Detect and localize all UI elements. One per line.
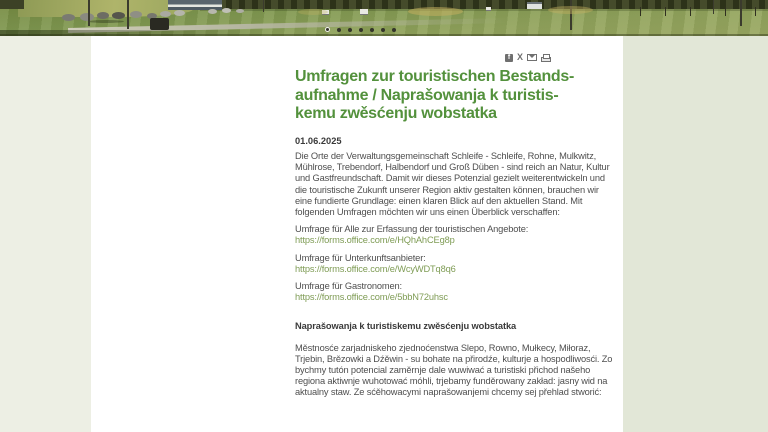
page-title-line: Umfragen zur touristischen Bestands- <box>295 68 575 85</box>
intro-paragraph-hsb: Městnosće zarjadniskeho zjednoćenstwa Slepo, Rowno, Mułkecy, Miłoraz, Trjebin, Brězowki a Dźěwin - su bohate na přirodźe, kulturje a hospodliwosći. Zo bychmy tutón potencial zaměrnje dale wuwiwać a turistiski přichod našeho regiona aktiwnje wuhotować móhli, trjebamy funděrowany zakład: jasny wid na aktualny staw. Ze sćěhowacymi naprašowanjemi chcemy sej přehlad stworić: <box>295 342 613 398</box>
share-bar <box>505 53 615 62</box>
dry-grass-patch <box>408 7 463 16</box>
tree-trunk <box>755 7 756 16</box>
carousel-dot[interactable] <box>337 28 341 32</box>
tree-trunk <box>640 7 641 16</box>
page-title-line: aufnahme / Naprašowanja k turistis- <box>295 86 559 104</box>
survey-item <box>295 224 615 246</box>
tree-trunk <box>665 7 666 16</box>
flock-shadow <box>88 20 124 23</box>
tree-shadow <box>200 9 768 11</box>
carousel-dot[interactable] <box>348 28 352 32</box>
carousel-dot[interactable] <box>359 28 363 32</box>
page-title <box>295 68 615 124</box>
survey-link[interactable]: https://forms.office.com/e/HQhAhCEg8p <box>295 235 455 246</box>
tree-line-left <box>0 0 24 9</box>
fence-post <box>88 0 90 26</box>
hay-box <box>486 7 491 11</box>
fence-post <box>740 0 742 26</box>
sheep <box>62 14 75 21</box>
carousel-dot[interactable] <box>370 28 374 32</box>
sheep <box>174 10 185 16</box>
share-facebook-button[interactable] <box>505 54 513 62</box>
print-icon <box>541 57 551 62</box>
sheep <box>236 9 244 13</box>
hero-photo <box>0 0 768 36</box>
sheep <box>222 8 231 13</box>
survey-link[interactable]: https://forms.office.com/e/WcyWDTq8q6 <box>295 263 456 274</box>
survey-label: Umfrage für Unterkunftsanbieter: <box>295 252 426 263</box>
sheep <box>112 12 125 19</box>
white-shed <box>527 2 542 9</box>
x-icon: X <box>517 52 524 62</box>
share-email-button[interactable] <box>527 54 537 61</box>
survey-item <box>295 281 615 303</box>
hay-box <box>360 9 368 15</box>
fence-post <box>263 0 264 12</box>
dry-grass-patch <box>548 6 593 14</box>
carousel-dots <box>325 27 396 32</box>
feed-trough <box>150 18 169 30</box>
page-title-line: kemu zwěsćenju wobstatka <box>295 105 497 123</box>
article-date: 01.06.2025 <box>295 135 342 146</box>
intro-paragraph-de: Die Orte der Verwaltungsgemeinschaft Schleife - Schleife, Rohne, Mulkwitz, Mühlrose, Trebendorf, Halbendorf und Groß Düben - sind reich an Natur, Kultur und Gastfreundschaft. Damit wir dieses Potenzial gezielt weiterentwickeln und die touristische Zukunft unserer Region aktiv gestalten können, brauchen wir eine fundierte Grundlage: einen klaren Blick auf den aktuellen Stand. Mit folgenden Umfragen möchten wir uns einen Überblick verschaffen: <box>295 150 610 217</box>
share-x-button[interactable] <box>517 53 523 62</box>
tree-line <box>200 0 768 9</box>
survey-label: Umfrage für Gastronomen: <box>295 281 402 292</box>
facebook-icon: f <box>505 54 513 62</box>
fence-post <box>713 0 714 14</box>
carousel-dot[interactable] <box>325 27 330 32</box>
share-print-button[interactable] <box>541 54 551 62</box>
tree-trunk <box>690 7 691 16</box>
survey-item <box>295 253 615 275</box>
survey-link[interactable]: https://forms.office.com/e/5bbN72uhsc <box>295 292 448 303</box>
sheep <box>130 11 142 18</box>
fence-post <box>570 0 572 30</box>
fence-post <box>127 0 129 29</box>
survey-label: Umfrage für Alle zur Erfassung der touristischen Angebote: <box>295 224 529 235</box>
carousel-dot[interactable] <box>381 28 385 32</box>
sheep <box>208 9 217 14</box>
sheep <box>97 12 109 19</box>
sheep <box>80 13 94 21</box>
dry-grass-patch <box>298 9 328 15</box>
sheep <box>160 11 171 17</box>
content-card <box>91 36 623 432</box>
email-icon <box>527 54 537 61</box>
subheading-hsb: Naprašowanja k turistiskemu zwěsćenju wobstatka <box>295 321 517 332</box>
carousel-dot[interactable] <box>392 28 396 32</box>
tree-trunk <box>725 7 726 16</box>
